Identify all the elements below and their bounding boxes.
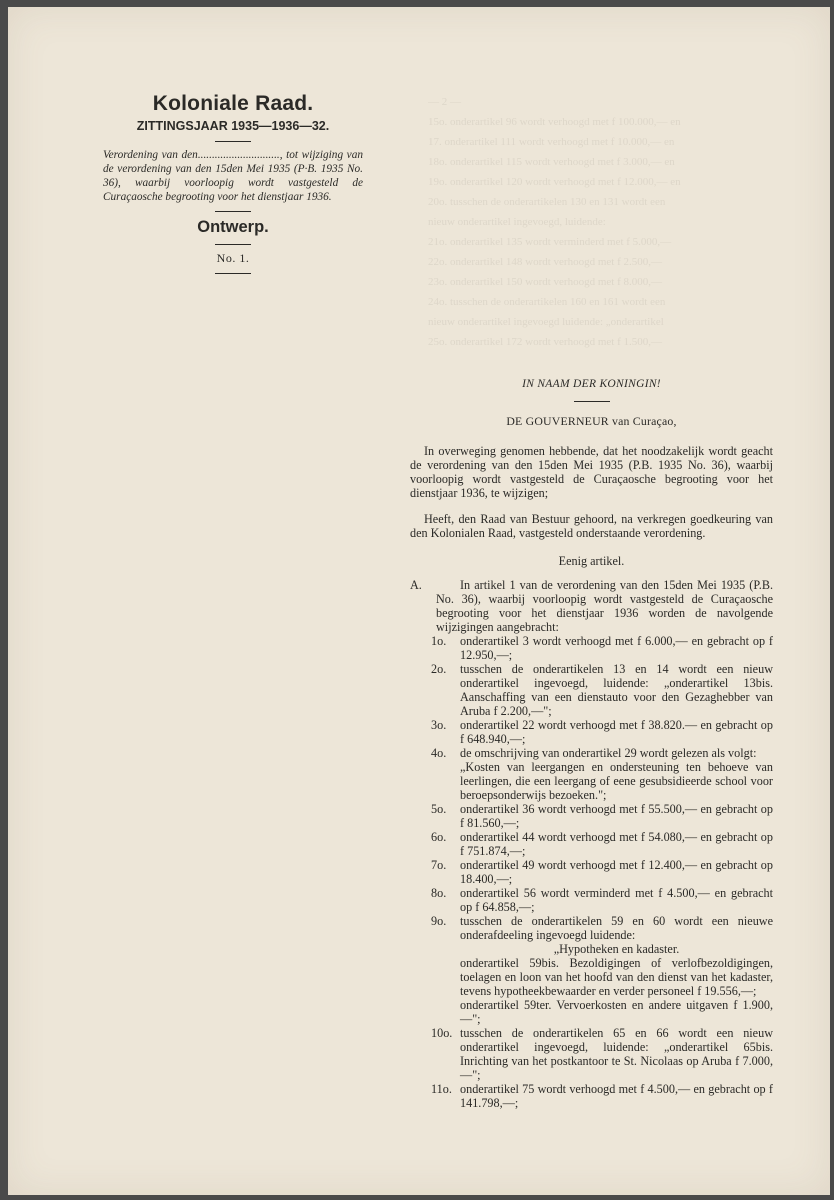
ordinance-description: Verordening van den............................., tot wijziging van de verordening van den 15den Mei 1935 (P·B. 1935 No. 36), waarbij voorloopig wordt vastgesteld de Curaçaosche begrooting voor het dienstjaar 1936. [103, 149, 363, 203]
item-text: onderartikel 49 wordt verhoogd met f 12.400,— en gebracht op 18.400,—; [460, 858, 773, 886]
item-number: 10o. [431, 1026, 453, 1040]
item-continuation: onderartikel 59bis. Bezoldigingen of verlofbezoldigingen, toelagen en loon van het hoofd van den dienst van het kadaster, tevens hypotheekbewaarder en verder personeel f 19.556,—; [460, 956, 773, 998]
item-number: 6o. [431, 830, 447, 844]
document-number: No. 1. [216, 251, 250, 265]
decision-paragraph: Heeft, den Raad van Bestuur gehoord, na verkregen goedkeuring van den Kolonialen Raad, vastgesteld onderstaande verordening. [410, 512, 773, 540]
list-item [431, 830, 773, 858]
item-number: 8o. [431, 886, 447, 900]
item-text: onderartikel 36 wordt verhoogd met f 55.500,— en gebracht op f 81.560,—; [460, 802, 773, 830]
section-text: In artikel 1 van de verordening van den 15den Mei 1935 (P.B. No. 36), waarbij voorloopig wordt vastgesteld de Curaçaosche begrooting voor het dienstjaar 1936 worden de navolgende wijzigingen aangebracht: [436, 578, 773, 634]
council-title: Koloniale Raad. [152, 92, 314, 115]
item-text: tusschen de onderartikelen 65 en 66 wordt een nieuw onderartikel ingevoegd, luidende: „onderartikel 65bis. Inrichting van het postkantoor te St. Nicolaas op Aruba f 7.000,—"; [460, 1026, 773, 1082]
list-item [431, 662, 773, 718]
item-text: de omschrijving van onderartikel 29 wordt gelezen als volgt: [460, 746, 757, 760]
governor-line: DE GOUVERNEUR van Curaçao, [506, 414, 677, 428]
list-item [431, 718, 773, 746]
header-rule [215, 211, 251, 212]
draft-label: Ontwerp. [197, 218, 269, 236]
item-text: tusschen de onderartikelen 59 en 60 wordt een nieuwe onderafdeeling ingevoegd luidende: [460, 914, 773, 942]
section-a [410, 578, 773, 634]
bleed-through-text: — 2 — 15o. onderartikel 96 wordt verhoogd met f 100.000,— en 17. onderartikel 111 wordt verhoogd met f 10.000,— en 18o. onderartikel 115 wordt verhoogd met f 3.000,— en 19o. onderartikel 120 wordt verhoogd met f 12.000,— en 20o. tusschen de onderartikelen 130 en 131 wordt een nieuw onderartikel ingevoegd, luidende: 21o. onderartikel 135 wordt verminderd met f 5.000,— 22o. onderartikel 148 wordt verhoogd met f 2.500,— 23o. onderartikel 150 wordt verhoogd met f 8.000,— 24o. tusschen de onderartikelen 160 en 161 wordt een nieuw onderartikel ingevoegd luidende: „onderartikel 25o. onderartikel 172 wordt verhoogd met f 1.500,— [428, 96, 681, 348]
article-title: Eenig artikel. [558, 554, 625, 568]
header-rule [215, 273, 251, 274]
section-rule [574, 401, 610, 402]
section-label: A. [410, 578, 422, 592]
item-text: onderartikel 44 wordt verhoogd met f 54.080,— en gebracht op f 751.874,—; [460, 830, 773, 858]
invocation: IN NAAM DER KONINGIN! [522, 378, 661, 390]
item-number: 1o. [431, 634, 447, 648]
item-text: onderartikel 22 wordt verhoogd met f 38.820.— en gebracht op f 648.940,—; [460, 718, 773, 746]
item-continuation: onderartikel 59ter. Vervoerkosten en andere uitgaven f 1.900,—"; [460, 998, 773, 1026]
consideration-paragraph: In overweging genomen hebbende, dat het noodzakelijk wordt geacht de verordening van den 15den Mei 1935 (P.B. 1935 No. 36), waarbij voorloopig wordt vastgesteld de Curaçaosche begrooting voor het dienstjaar 1936, te wijzigen; [410, 444, 773, 500]
item-number: 5o. [431, 802, 447, 816]
list-item [431, 802, 773, 830]
item-number: 7o. [431, 858, 447, 872]
list-item [431, 1026, 773, 1082]
item-subheading: „Hypotheken en kadaster. [553, 942, 680, 956]
ordinance-body [410, 377, 773, 1110]
item-quote: „Kosten van leergangen en ondersteuning ten behoeve van leerlingen, die een leergang of eene gesubsidieerde school voor beroepsonderwijs bezoeken."; [460, 760, 773, 802]
item-text: tusschen de onderartikelen 13 en 14 wordt een nieuw onderartikel ingevoegd, luidende: „onderartikel 13bis. Aanschaffing van een dienstauto voor den Gezaghebber van Aruba f 2.200,—"; [460, 662, 773, 718]
session-year: ZITTINGSJAAR 1935—1936—32. [136, 119, 330, 133]
document-page [8, 7, 830, 1195]
item-number: 2o. [431, 662, 447, 676]
list-item [431, 1082, 773, 1110]
list-item [431, 886, 773, 914]
document-header [103, 92, 363, 280]
item-text: onderartikel 56 wordt verminderd met f 4.500,— en gebracht op f 64.858,—; [460, 886, 773, 914]
header-rule [215, 244, 251, 245]
item-text: onderartikel 75 wordt verhoogd met f 4.500,— en gebracht op f 141.798,—; [460, 1082, 773, 1110]
item-number: 9o. [431, 914, 447, 928]
item-number: 11o. [431, 1082, 452, 1096]
list-item [431, 746, 773, 760]
item-text: onderartikel 3 wordt verhoogd met f 6.000,— en gebracht op f 12.950,—; [460, 634, 773, 662]
list-item [431, 914, 773, 942]
list-item [431, 858, 773, 886]
item-number: 4o. [431, 746, 447, 760]
list-item [431, 634, 773, 662]
header-rule [215, 141, 251, 142]
item-number: 3o. [431, 718, 447, 732]
